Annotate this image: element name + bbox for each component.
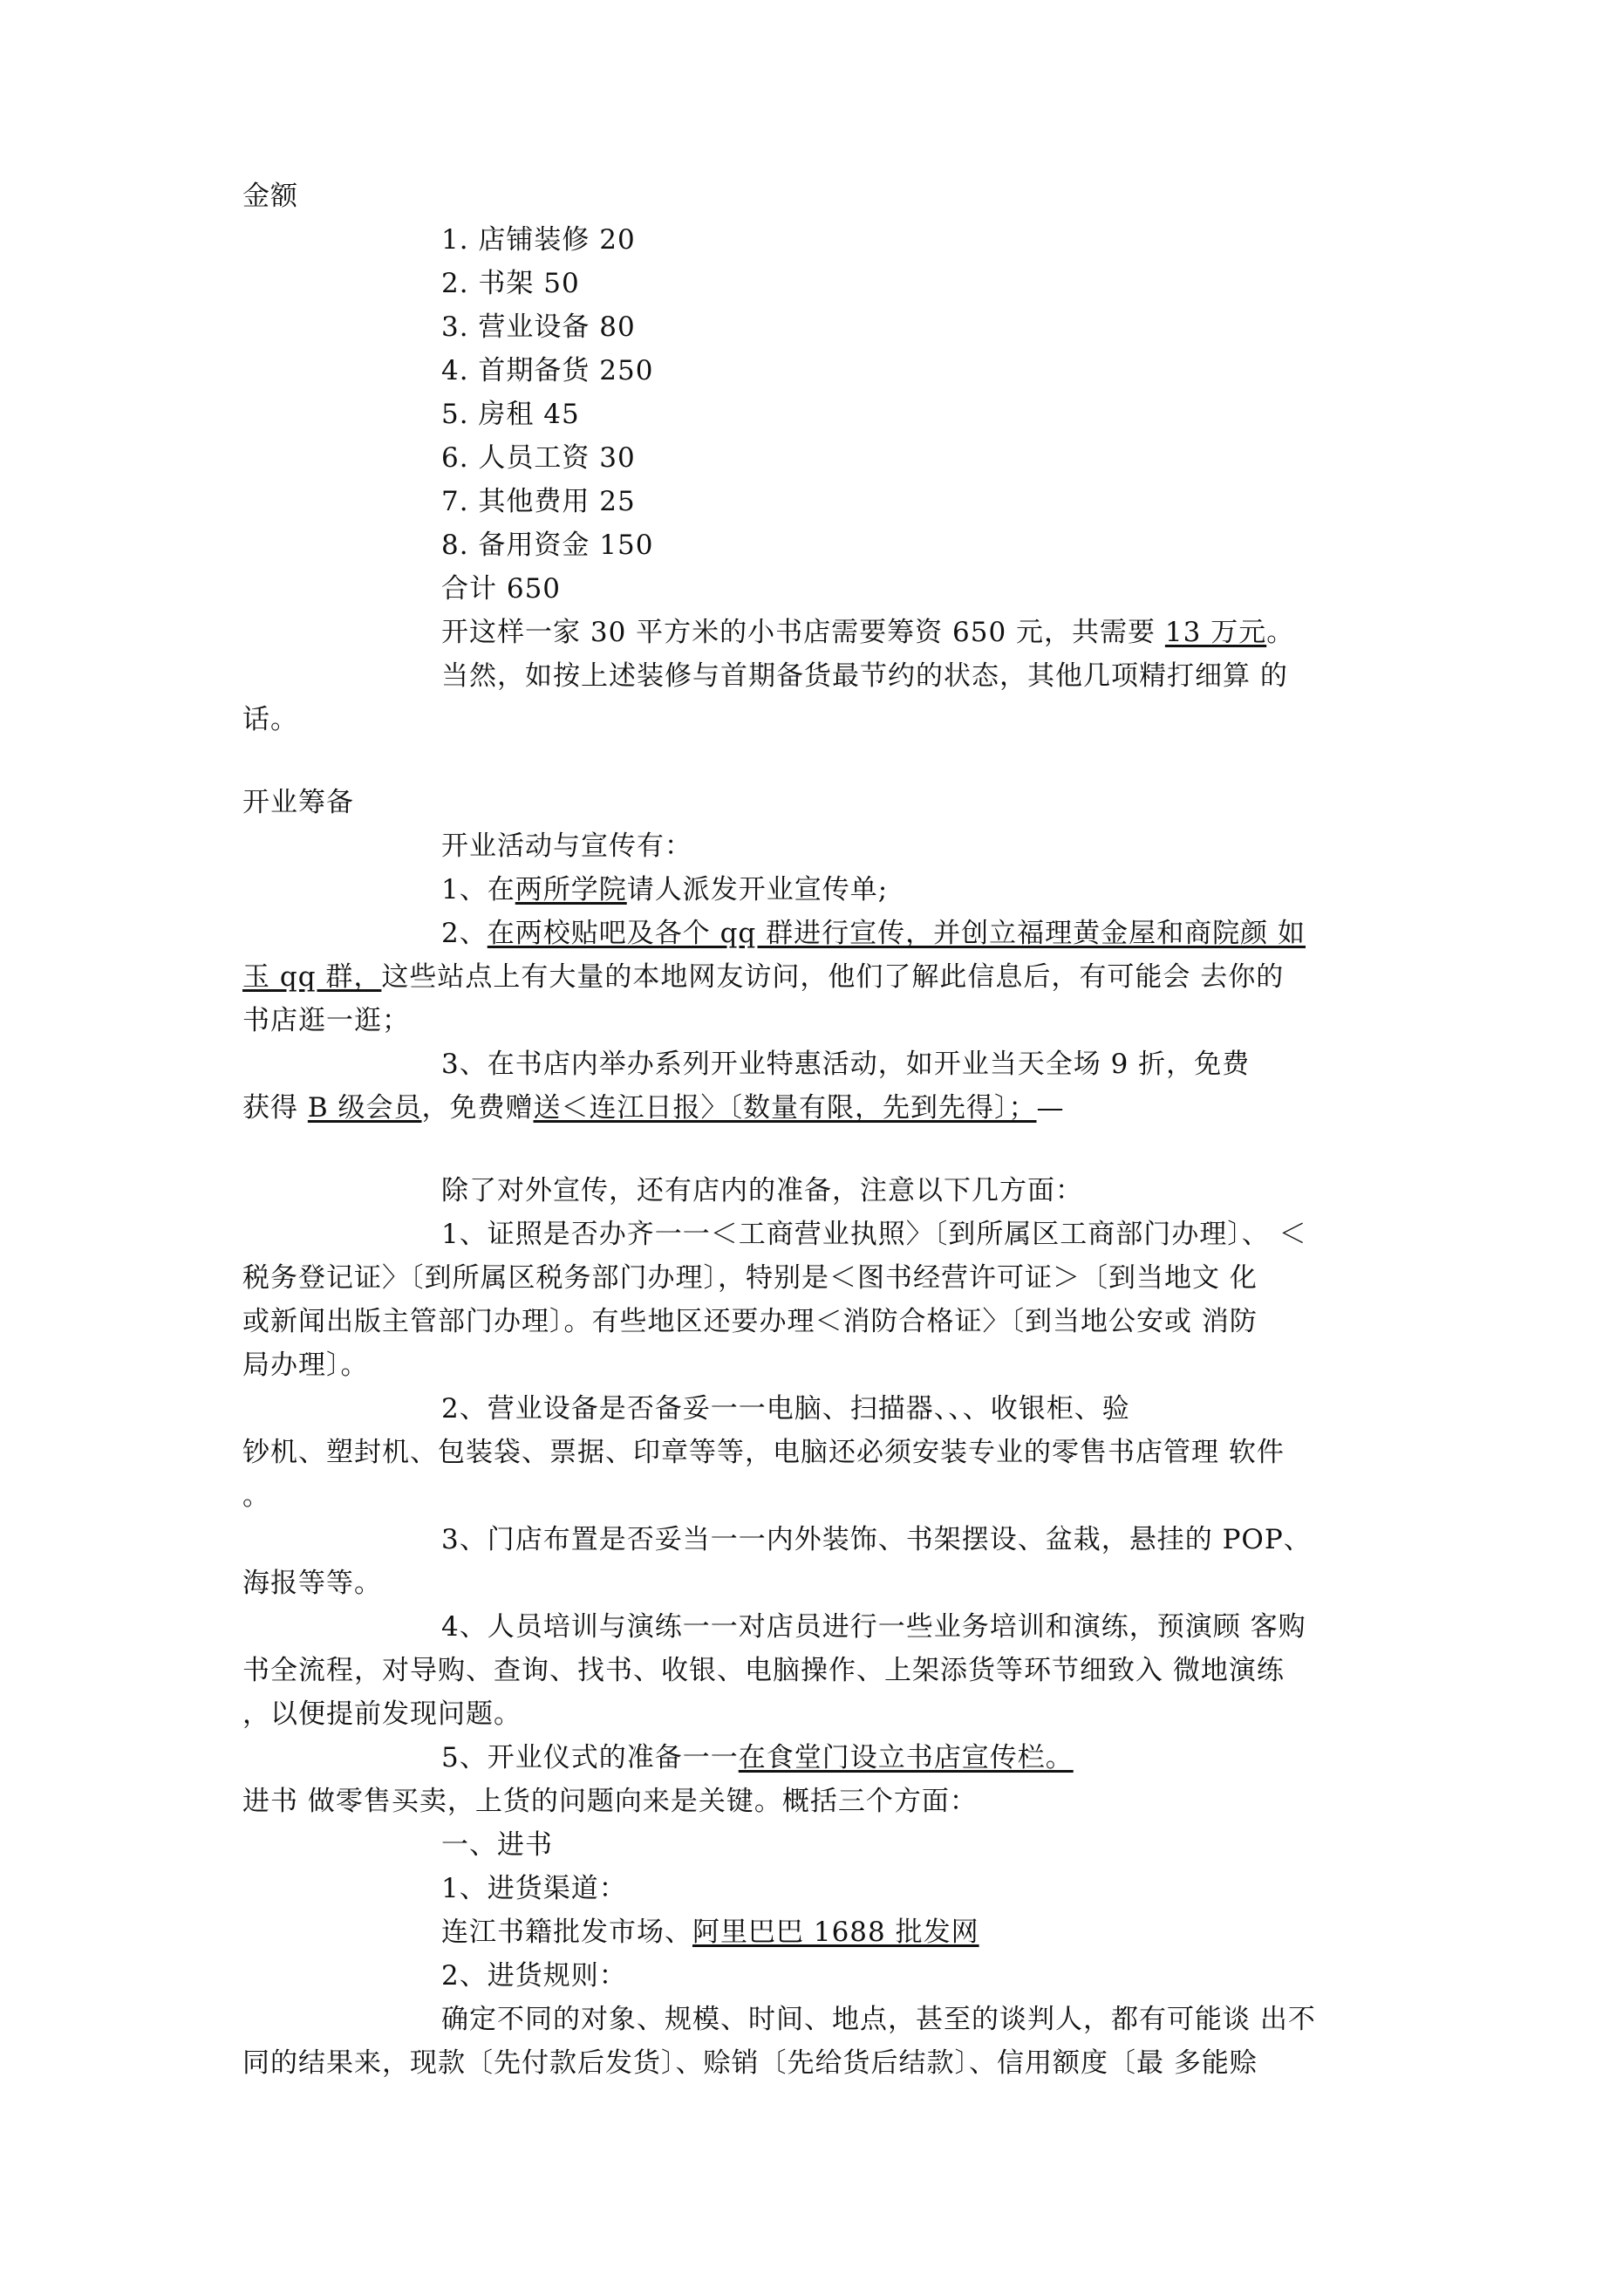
- prep-item-2-number: 2、: [441, 918, 488, 949]
- budget-item-2: 2. 书架 50: [441, 268, 580, 299]
- internal-p2-line-2: 钞机、塑封机、包装袋、票据、印章等等，电脑还必须安装专业的零售书店管理 软件: [242, 1437, 1285, 1468]
- budget-summary: [441, 615, 1294, 650]
- stock-sub-1: 1、进货渠道：: [441, 1873, 627, 1904]
- prep-item-2-line-2-text: 这些站点上有大量的本地网友访问，他们了解此信息后，有可能会 去你的: [381, 961, 1285, 993]
- budget-item-1: 1. 店铺装修 20: [441, 224, 636, 256]
- b-member-link[interactable]: B 级会员: [307, 1092, 422, 1124]
- cafeteria-board-link[interactable]: 在食堂门设立书店宣传栏。: [738, 1742, 1074, 1773]
- prep-item-1-text: 1、在: [441, 874, 515, 905]
- stock-heading-1: 一、进书: [441, 1829, 553, 1861]
- internal-p4-line-1: 4、人员培训与演练一一对店员进行一些业务培训和演练，预演顾 客购: [441, 1611, 1306, 1643]
- prep-item-2-line-3: 书店逛一逛；: [242, 1005, 410, 1036]
- qq-group-link[interactable]: 玉 qq 群，: [242, 961, 382, 993]
- internal-p4-line-3: ，以便提前发现问题。: [242, 1698, 522, 1730]
- promotion-link[interactable]: 在两校贴吧及各个 qq 群进行宣传，并创立福理黄金屋和商院颜 如: [487, 918, 1306, 949]
- prep-heading: 开业筹备: [242, 787, 354, 818]
- budget-heading: 金额: [242, 181, 298, 212]
- stock-rule-line-2: 同的结果来，现款〔先付款后发货〕、赊销〔先给货后结款〕、信用额度〔最 多能赊: [242, 2047, 1258, 2079]
- internal-p1-line-2: 税务登记证〉〔到所属区税务部门办理〕，特别是＜图书经营许可证＞〔到当地文 化: [242, 1262, 1258, 1294]
- internal-p1-line-3: 或新闻出版主管部门办理〕。有些地区还要办理＜消防合格证〉〔到当地公安或 消防: [242, 1306, 1258, 1337]
- two-colleges-link[interactable]: 两所学院: [515, 874, 627, 905]
- prep-item-3-line-1: 3、在书店内举办系列开业特惠活动，如开业当天全场 9 折，免费: [441, 1049, 1251, 1080]
- prep-item-3-dash: —: [1036, 1092, 1065, 1124]
- internal-p2-line-1: 2、营业设备是否备妥一一电脑、扫描器、、、收银柜、验: [441, 1393, 1130, 1425]
- budget-item-8: 8. 备用资金 150: [441, 530, 654, 561]
- prep-item-3-line-2: [242, 1090, 1065, 1125]
- internal-p4-line-2: 书全流程，对导购、查询、找书、收银、电脑操作、上架添货等环节细致入 微地演练: [242, 1655, 1285, 1686]
- budget-summary-text: 开这样一家 30 平方米的小书店需要筹资 650 元，共需要: [441, 617, 1165, 648]
- budget-total: 合计 650: [441, 573, 562, 605]
- prep-item-1-end: 请人派发开业宣传单;: [626, 874, 889, 905]
- budget-item-7: 7. 其他费用 25: [441, 486, 636, 517]
- budget-summary-end: 。: [1266, 617, 1295, 648]
- stock-rule-line-1: 确定不同的对象、规模、时间、地点，甚至的谈判人，都有可能谈 出不: [441, 2004, 1316, 2035]
- budget-item-4: 4. 首期备货 250: [441, 355, 654, 386]
- internal-p3-line-2: 海报等等。: [242, 1568, 382, 1599]
- budget-note-line-2: 话。: [242, 704, 298, 735]
- prep-item-3-text-b: ，免费赠: [421, 1092, 534, 1124]
- internal-p3-line-1: 3、门店布置是否妥当一一内外装饰、书架摆设、盆栽，悬挂的 POP、: [441, 1524, 1312, 1555]
- prep-item-2-line-1: [441, 916, 1306, 951]
- newspaper-gift-link[interactable]: 送＜连江日报〉〔数量有限，先到先得〕；: [533, 1092, 1037, 1124]
- internal-intro: 除了对外宣传，还有店内的准备，注意以下几方面：: [441, 1175, 1083, 1206]
- stock-intro: 进书 做零售买卖，上货的问题向来是关键。概括三个方面：: [242, 1786, 978, 1817]
- internal-p1-line-1: 1、证照是否办齐一一＜工商营业执照〉〔到所属区工商部门办理〕、 ＜: [441, 1219, 1307, 1250]
- internal-p5: [441, 1740, 1074, 1775]
- budget-note-line-1: 当然，如按上述装修与首期备货最节约的状态，其他几项精打细算 的: [441, 660, 1288, 692]
- budget-item-3: 3. 营业设备 80: [441, 311, 636, 343]
- budget-item-6: 6. 人员工资 30: [441, 442, 636, 474]
- stock-channels: [441, 1915, 979, 1950]
- stock-channels-text: 连江书籍批发市场、: [441, 1917, 692, 1948]
- prep-item-3-text-a: 获得: [242, 1092, 308, 1124]
- prep-item-1: [441, 872, 888, 907]
- internal-p5-text: 5、开业仪式的准备一一: [441, 1742, 739, 1773]
- budget-amount-link[interactable]: 13 万元: [1164, 617, 1267, 648]
- budget-item-5: 5. 房租 45: [441, 399, 580, 430]
- internal-p1-line-4: 局办理〕。: [242, 1350, 369, 1381]
- alibaba-link[interactable]: 阿里巴巴 1688 批发网: [692, 1917, 979, 1948]
- stock-sub-2: 2、进货规则：: [441, 1960, 627, 1992]
- prep-intro: 开业活动与宣传有：: [441, 830, 692, 862]
- prep-item-2-line-2: [242, 960, 1284, 994]
- internal-p2-line-3: 。: [242, 1480, 270, 1512]
